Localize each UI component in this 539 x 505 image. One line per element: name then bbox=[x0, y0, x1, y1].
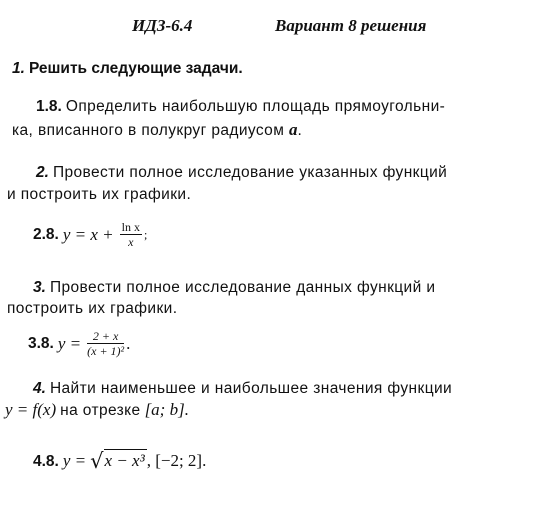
task-text: ка, вписанного в полукруг радиусом bbox=[12, 122, 289, 139]
fraction-numerator: ln x bbox=[121, 220, 140, 234]
fraction-denominator: x bbox=[128, 235, 134, 249]
task-text: Определить наибольшую площадь прямоугольни- bbox=[65, 98, 446, 115]
square-root bbox=[90, 451, 147, 472]
punctuation: . bbox=[297, 122, 303, 139]
radicand: x − x³ bbox=[104, 451, 145, 470]
section-4-line-1 bbox=[33, 381, 452, 397]
task-4-8 bbox=[33, 451, 206, 472]
task-1-8-line-2 bbox=[12, 121, 302, 139]
interval-notation: , [−2; 2]. bbox=[146, 451, 207, 470]
task-1-8-line-1 bbox=[36, 99, 445, 115]
section-4-line-2 bbox=[5, 401, 189, 419]
fraction bbox=[87, 330, 124, 357]
section-3-line-2: построить их графики. bbox=[7, 300, 178, 317]
formula-lhs: y = bbox=[62, 451, 87, 470]
variant-title: Вариант 8 решения bbox=[275, 16, 427, 35]
section-text: на отрезке bbox=[60, 402, 141, 419]
task-number: 3.8. bbox=[28, 334, 54, 352]
fraction bbox=[120, 221, 142, 248]
formula-lhs: y = bbox=[57, 334, 82, 353]
fraction-denominator: (x + 1)² bbox=[87, 344, 125, 358]
section-2-line-2: и построить их графики. bbox=[7, 186, 192, 203]
section-1-heading bbox=[12, 61, 243, 77]
section-text: Провести полное исследование указанных функций bbox=[52, 164, 448, 181]
task-number: 2.8. bbox=[33, 225, 59, 243]
punctuation: ; bbox=[144, 227, 148, 242]
formula-lhs: y = x + bbox=[62, 225, 114, 244]
punctuation: . bbox=[126, 334, 131, 353]
section-text: Найти наименьшее и наибольшее значения функции bbox=[49, 380, 453, 397]
section-text: Провести полное исследование данных функций и bbox=[49, 279, 436, 296]
task-number: 1.8. bbox=[36, 98, 62, 115]
section-number: 4. bbox=[33, 380, 46, 397]
interval-notation: [a; b]. bbox=[144, 400, 189, 419]
fraction-numerator: 2 + x bbox=[87, 330, 124, 344]
section-number: 3. bbox=[33, 279, 46, 296]
function-notation: y = f(x) bbox=[5, 400, 57, 419]
task-2-8 bbox=[33, 221, 147, 248]
task-number: 4.8. bbox=[33, 453, 59, 470]
section-3-line-1 bbox=[33, 280, 435, 296]
radical-sign-icon: √ bbox=[90, 449, 104, 473]
task-3-8 bbox=[28, 330, 130, 357]
section-number: 2. bbox=[36, 164, 49, 181]
section-number: 1. bbox=[12, 60, 25, 77]
variable-a: a bbox=[288, 120, 298, 139]
section-2-line-1 bbox=[36, 165, 447, 181]
section-text: Решить следующие задачи. bbox=[28, 60, 243, 77]
document-code: ИДЗ-6.4 bbox=[132, 16, 193, 35]
